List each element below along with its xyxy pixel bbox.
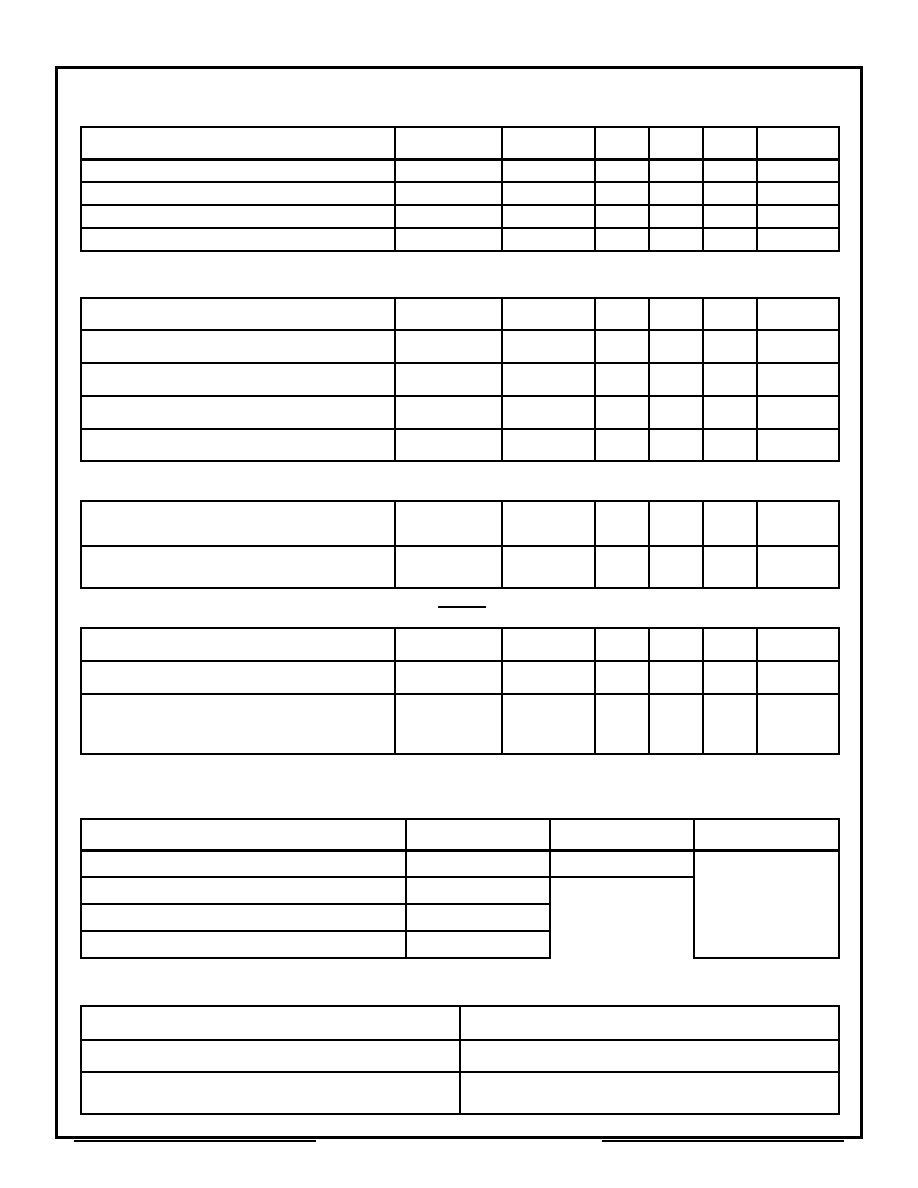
table-cell xyxy=(550,819,694,850)
table-6 xyxy=(80,1005,840,1115)
table-row xyxy=(81,661,839,694)
table-cell xyxy=(81,182,395,205)
table-cell xyxy=(757,429,839,461)
table-cell xyxy=(703,182,757,205)
table-cell xyxy=(595,159,649,182)
table-cell xyxy=(395,628,502,661)
table-cell xyxy=(649,694,703,754)
table-cell xyxy=(81,694,395,754)
table-row xyxy=(81,501,839,546)
table-cell xyxy=(703,501,757,546)
table-1 xyxy=(80,126,840,252)
table-cell xyxy=(502,330,595,363)
table-cell xyxy=(649,182,703,205)
table-cell xyxy=(81,396,395,429)
table-row xyxy=(81,298,839,330)
table-cell xyxy=(81,546,395,588)
table-row xyxy=(81,228,839,251)
table-row xyxy=(81,1040,839,1072)
table-cell xyxy=(595,501,649,546)
table-cell xyxy=(395,228,502,251)
table-cell xyxy=(703,298,757,330)
table-cell xyxy=(406,877,550,904)
table-cell xyxy=(595,661,649,694)
table-cell xyxy=(395,205,502,228)
table-cell xyxy=(757,182,839,205)
table-row xyxy=(81,363,839,396)
table-cell xyxy=(395,363,502,396)
table-cell xyxy=(81,429,395,461)
table-cell xyxy=(502,182,595,205)
table-cell xyxy=(502,429,595,461)
table-row xyxy=(81,1072,839,1114)
table-cell xyxy=(595,628,649,661)
table-row xyxy=(81,182,839,205)
table-cell xyxy=(395,127,502,159)
table-cell xyxy=(395,298,502,330)
table-row xyxy=(81,159,839,182)
table-cell xyxy=(703,330,757,363)
table-cell xyxy=(550,850,694,877)
table-row xyxy=(81,694,839,754)
table-cell xyxy=(703,661,757,694)
table-cell xyxy=(502,546,595,588)
table-cell xyxy=(595,363,649,396)
table-cell xyxy=(649,661,703,694)
table-cell xyxy=(406,904,550,931)
table-cell xyxy=(649,363,703,396)
table-cell xyxy=(757,205,839,228)
table-cell xyxy=(502,298,595,330)
table-row xyxy=(81,1006,839,1040)
table-cell xyxy=(395,661,502,694)
table-cell xyxy=(81,1072,460,1114)
table-cell xyxy=(502,501,595,546)
table-cell xyxy=(502,205,595,228)
table-cell xyxy=(703,429,757,461)
table-cell xyxy=(757,330,839,363)
table-cell xyxy=(703,546,757,588)
section-underline xyxy=(438,606,486,608)
table-cell xyxy=(649,159,703,182)
table-cell xyxy=(406,931,550,958)
table-cell xyxy=(81,661,395,694)
table-cell xyxy=(502,396,595,429)
table-cell xyxy=(81,228,395,251)
table-cell xyxy=(502,159,595,182)
table-cell xyxy=(460,1006,839,1040)
table-4 xyxy=(80,627,840,755)
table-cell xyxy=(649,396,703,429)
table-3 xyxy=(80,500,840,589)
table-cell xyxy=(649,501,703,546)
table-cell xyxy=(81,904,406,931)
table-cell xyxy=(595,546,649,588)
table-cell xyxy=(81,819,406,850)
table-cell xyxy=(703,363,757,396)
merged-cell xyxy=(694,850,839,958)
table-cell xyxy=(502,694,595,754)
table-cell xyxy=(649,228,703,251)
table-cell xyxy=(460,1040,839,1072)
table-cell xyxy=(395,396,502,429)
table-row xyxy=(81,205,839,228)
table-row xyxy=(81,628,839,661)
table-row xyxy=(81,127,839,159)
table-row xyxy=(81,850,839,877)
table-cell xyxy=(649,429,703,461)
table-cell xyxy=(757,363,839,396)
table-cell xyxy=(502,661,595,694)
table-cell xyxy=(649,205,703,228)
table-cell xyxy=(81,298,395,330)
table-cell xyxy=(757,228,839,251)
table-cell xyxy=(406,819,550,850)
table-cell xyxy=(649,298,703,330)
table-cell xyxy=(395,330,502,363)
table-cell xyxy=(757,159,839,182)
table-cell xyxy=(406,850,550,877)
table-cell xyxy=(649,127,703,159)
table-row xyxy=(81,396,839,429)
table-row xyxy=(81,429,839,461)
table-cell xyxy=(757,546,839,588)
table-cell xyxy=(757,694,839,754)
table-cell xyxy=(757,501,839,546)
table-cell xyxy=(757,628,839,661)
table-cell xyxy=(649,330,703,363)
table-cell xyxy=(395,501,502,546)
table-cell xyxy=(460,1072,839,1114)
table-cell xyxy=(649,546,703,588)
table-row xyxy=(81,330,839,363)
table-cell xyxy=(703,127,757,159)
table-cell xyxy=(502,363,595,396)
table-cell xyxy=(757,298,839,330)
table-cell xyxy=(595,396,649,429)
table-cell xyxy=(757,661,839,694)
table-cell xyxy=(81,931,406,958)
table-cell xyxy=(81,1040,460,1072)
footer-line-left xyxy=(74,1140,316,1142)
table-cell xyxy=(595,127,649,159)
table-cell xyxy=(81,159,395,182)
table-cell xyxy=(81,363,395,396)
table-cell xyxy=(757,127,839,159)
table-cell xyxy=(395,182,502,205)
table-cell xyxy=(703,159,757,182)
table-cell xyxy=(81,205,395,228)
table-cell xyxy=(595,228,649,251)
table-cell xyxy=(703,628,757,661)
footer-line-right xyxy=(602,1140,844,1142)
table-cell xyxy=(703,694,757,754)
table-cell xyxy=(703,205,757,228)
table-cell xyxy=(395,694,502,754)
table-cell xyxy=(502,628,595,661)
table-cell xyxy=(81,127,395,159)
table-cell xyxy=(395,159,502,182)
table-cell xyxy=(502,127,595,159)
table-cell xyxy=(694,819,839,850)
table-cell xyxy=(81,1006,460,1040)
table-cell xyxy=(649,628,703,661)
table-cell xyxy=(81,330,395,363)
table-cell xyxy=(595,330,649,363)
table-cell xyxy=(395,546,502,588)
table-cell xyxy=(595,182,649,205)
table-row xyxy=(81,546,839,588)
table-cell xyxy=(502,228,595,251)
table-cell xyxy=(703,228,757,251)
table-cell xyxy=(595,429,649,461)
table-cell xyxy=(81,628,395,661)
table-cell xyxy=(81,850,406,877)
table-cell xyxy=(757,396,839,429)
table-cell xyxy=(595,694,649,754)
table-cell xyxy=(81,501,395,546)
table-row xyxy=(81,819,839,850)
table-cell xyxy=(395,429,502,461)
table-5 xyxy=(80,818,840,959)
table-2 xyxy=(80,297,840,462)
table-cell xyxy=(703,396,757,429)
table-cell xyxy=(595,298,649,330)
table-cell xyxy=(81,877,406,904)
table-cell xyxy=(595,205,649,228)
